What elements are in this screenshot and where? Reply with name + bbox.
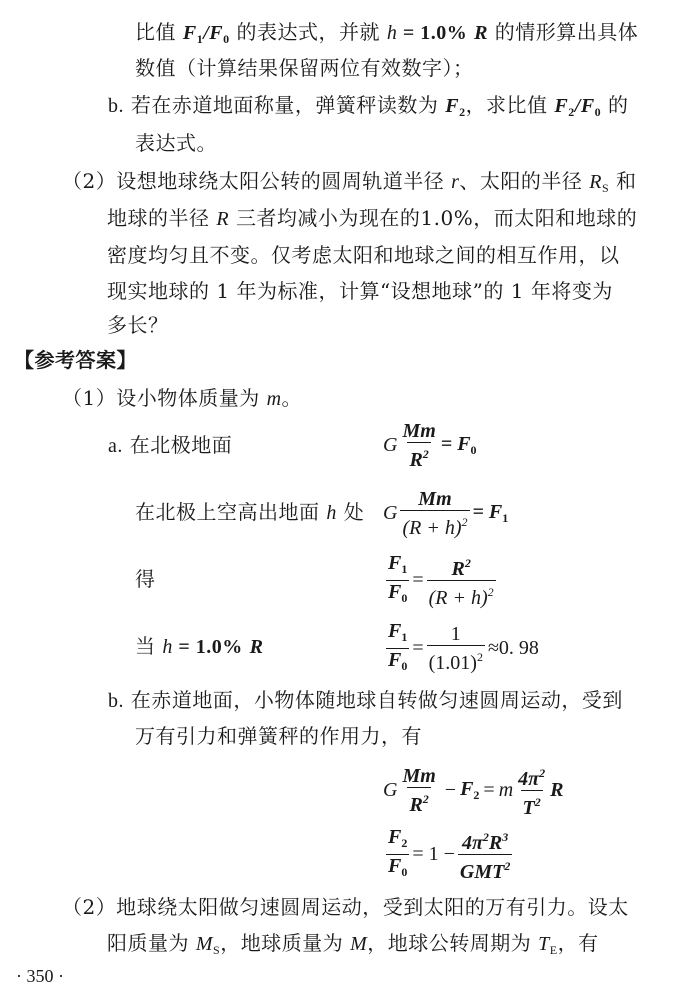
equation-1: [383, 420, 477, 471]
math-F2: $F_2$: [460, 778, 480, 802]
math-R: R: [249, 636, 264, 658]
text: 在北极上空高出地面: [135, 500, 320, 524]
question-b-line-1: [108, 93, 629, 124]
text: 当: [135, 634, 156, 658]
text: 在北极地面: [129, 433, 233, 457]
math-m: m: [498, 779, 514, 801]
denominator: $R^2$: [407, 787, 430, 816]
math-F2-F0: $F_2/F_0$: [554, 95, 602, 119]
text: 的情形算出具体: [494, 20, 639, 44]
text: 处: [343, 500, 365, 524]
text: ，求比值: [465, 93, 548, 117]
text: 比值: [135, 20, 176, 44]
answer-2-line-1: [62, 895, 629, 919]
math-value: = 1.0%: [172, 636, 243, 658]
equation-2: [383, 488, 508, 539]
text: 设小物体质量为: [116, 386, 260, 410]
math-value: = 1.0%: [397, 22, 468, 44]
question-2-line-4: 现实地球的 1 年为标准，计算“设想地球”的 1 年将变为: [107, 279, 613, 303]
fraction-right: [427, 623, 485, 674]
math-R: R: [550, 779, 564, 801]
math-h: h: [386, 22, 398, 44]
numerator: Mm: [402, 765, 436, 787]
equation-3: [383, 552, 499, 609]
rhs: = $F_1$: [472, 501, 509, 525]
denominator: $F_0$: [386, 648, 409, 677]
equals: =: [412, 569, 424, 591]
equation-5: [383, 762, 563, 819]
math-G: G: [383, 779, 398, 801]
text: 地球的半径: [107, 206, 210, 230]
math-m: m: [266, 388, 282, 410]
math-F1: $F_1/F_0$: [182, 22, 230, 46]
question-2-line-5: 多长？: [107, 313, 169, 337]
fraction: [516, 762, 547, 819]
math-Ms: $M_S$: [195, 933, 221, 957]
text: 设想地球绕太阳公转的圆周轨道半径: [116, 169, 445, 193]
denominator: $(R + h)^2$: [400, 510, 469, 539]
question-a-line-1: [135, 20, 638, 51]
denominator: GMT$^2$: [458, 854, 512, 883]
answer-heading: 【参考答案】: [14, 348, 137, 372]
fraction-left: [386, 826, 409, 883]
numerator: $4\pi^2$: [518, 766, 546, 790]
fraction-right: [427, 552, 496, 609]
item-marker: （1）: [62, 386, 117, 410]
math-h: h: [326, 502, 337, 524]
numerator: $4\pi^2R^3$: [462, 830, 509, 854]
equation-6: [383, 826, 515, 883]
answer-a-label-2: [135, 500, 364, 525]
question-a-line-2: 数值（计算结果保留两位有效数字）；: [135, 56, 474, 80]
math-F2: $F_2$: [445, 95, 466, 119]
math-Te: $T_E$: [538, 933, 558, 957]
page-number: · 350 ·: [16, 966, 64, 986]
equals: =: [483, 779, 495, 801]
text: ，地球公转周期为: [367, 931, 532, 955]
math-Rs: $R_S$: [589, 171, 610, 195]
fraction-left: [386, 620, 409, 677]
denominator: $F_0$: [386, 580, 409, 609]
text: 三者均减小为现在的1.0%，而太阳和地球的: [235, 206, 638, 230]
numerator: $F_1$: [388, 552, 408, 576]
approx-value: ≈0. 98: [487, 637, 539, 659]
question-2-line-1: [62, 169, 637, 200]
math-R: R: [216, 208, 230, 230]
equals: =: [412, 637, 424, 659]
answer-1-intro: [62, 386, 302, 411]
text: 阳质量为: [107, 931, 189, 955]
denominator: $T^2$: [521, 790, 543, 819]
numerator: Mm: [402, 420, 436, 442]
answer-2-line-2: [107, 931, 599, 962]
text: 和: [616, 169, 637, 193]
numerator: Mm: [418, 488, 452, 510]
text: 的: [608, 93, 629, 117]
item-marker: （2）: [62, 169, 117, 193]
text: 地球绕太阳做匀速圆周运动，受到太阳的万有引力。设太: [116, 895, 629, 919]
math-h: h: [162, 636, 173, 658]
numerator: $F_1$: [388, 620, 408, 644]
text: 若在赤道地面称量，弹簧秤读数为: [130, 93, 439, 117]
numerator: $R^2$: [451, 556, 471, 580]
math-R: R: [474, 22, 488, 44]
fraction: [400, 488, 469, 539]
math-r: r: [451, 171, 460, 193]
math-M: M: [350, 933, 368, 955]
numerator: 1: [450, 623, 461, 645]
rhs: = $F_0$: [440, 433, 477, 457]
text: 的表达式，并就: [236, 20, 380, 44]
fraction: [400, 420, 437, 471]
item-marker: b.: [108, 95, 124, 117]
text: 。: [281, 386, 303, 410]
text: ，地球质量为: [220, 931, 344, 955]
math-G: G: [383, 434, 398, 456]
minus: −: [444, 779, 457, 801]
denominator: $F_0$: [386, 854, 409, 883]
question-b-line-2: 表达式。: [135, 131, 217, 155]
answer-a-label-1: [108, 433, 232, 458]
fraction-right: [458, 826, 512, 883]
answer-a-label-4: [135, 634, 263, 659]
answer-b-line-2: 万有引力和弹簧秤的作用力，有: [135, 724, 422, 748]
denominator: $(1.01)^2$: [427, 645, 485, 674]
text: 在赤道地面，小物体随地球自转做匀速圆周运动，受到: [130, 688, 623, 712]
item-marker: b.: [108, 690, 124, 712]
text: 、太阳的半径: [459, 169, 583, 193]
math-G: G: [383, 502, 398, 524]
fraction-left: [386, 552, 409, 609]
answer-b-line-1: [108, 688, 623, 713]
item-marker: （2）: [62, 895, 117, 919]
item-marker: a.: [108, 435, 123, 457]
denominator: $R^2$: [407, 442, 430, 471]
equation-4: [383, 620, 539, 677]
answer-a-label-3: 得: [135, 567, 156, 591]
fraction: [400, 765, 437, 816]
question-2-line-2: [107, 206, 637, 231]
denominator: $(R + h)^2$: [427, 580, 496, 609]
equals-one-minus: = 1 −: [412, 843, 455, 865]
question-2-line-3: 密度均匀且不变。仅考虑太阳和地球之间的相互作用，以: [107, 243, 620, 267]
text: ，有: [557, 931, 599, 955]
numerator: $F_2$: [388, 826, 408, 850]
